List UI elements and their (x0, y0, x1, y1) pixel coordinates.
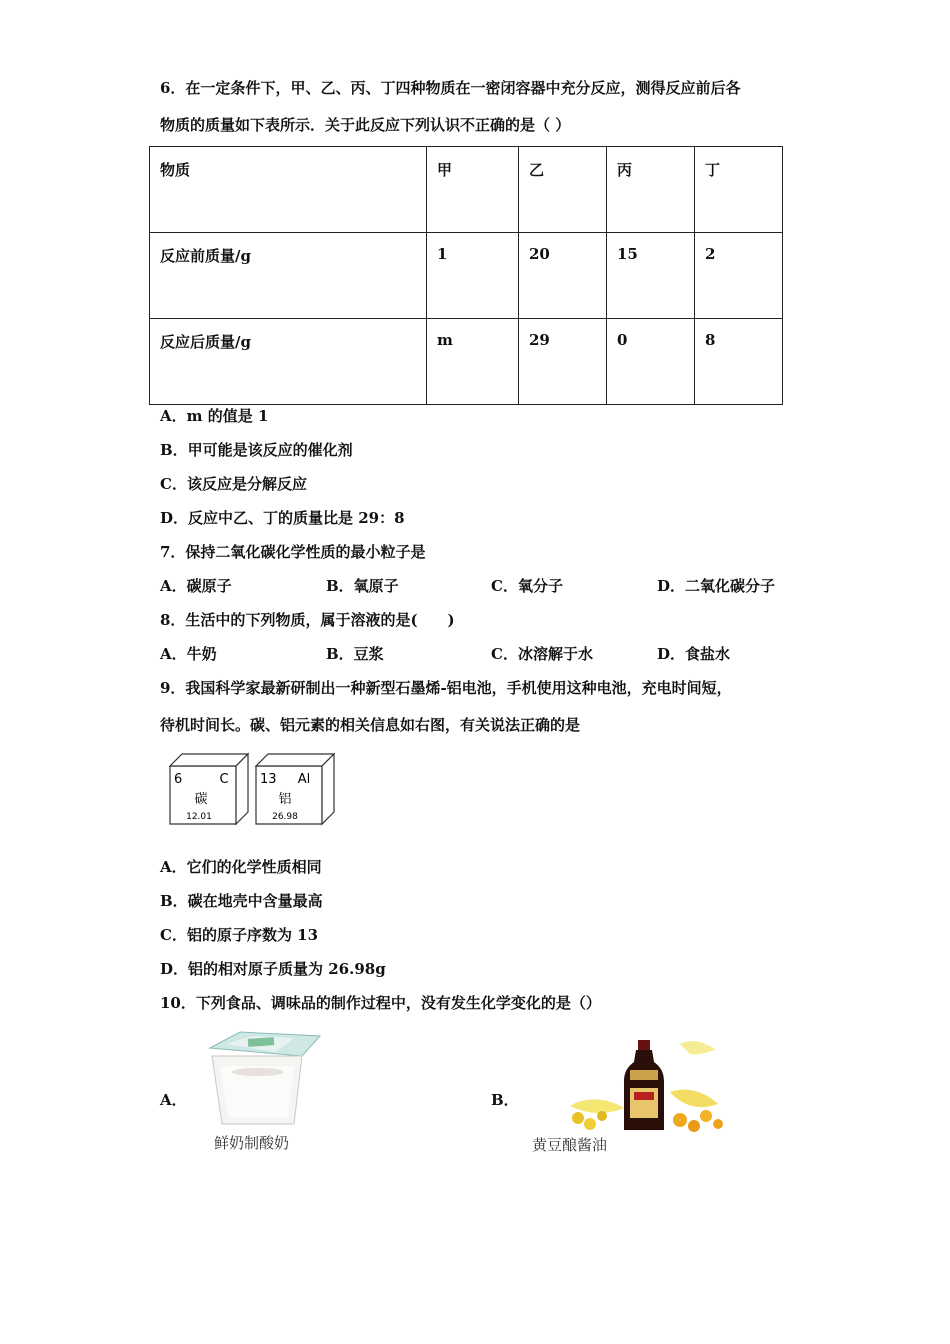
table-cell: 反应前质量/g (150, 233, 427, 319)
soy-sauce-picture (530, 1036, 725, 1160)
q7-option-c: C．氧分子 (491, 577, 563, 595)
element-symbol: Al (297, 772, 311, 787)
q8-option-c: C．冰溶解于水 (491, 645, 593, 663)
table-cell: 1 (427, 233, 519, 319)
q9-option-a: A．它们的化学性质相同 (160, 858, 322, 876)
table-cell: 29 (519, 319, 607, 405)
q6-option-c: C．该反应是分解反应 (160, 475, 307, 493)
element-card-aluminum (252, 752, 340, 828)
table-cell: 2 (695, 233, 783, 319)
element-mass: 12.01 (186, 812, 212, 822)
q6-stem-line1: 6．在一定条件下，甲、乙、丙、丁四种物质在一密闭容器中充分反应，测得反应前后各 (160, 79, 741, 97)
yogurt-picture (196, 1026, 326, 1156)
element-box-carbon-icon (166, 752, 254, 828)
soy-sauce-caption: 黄豆酿酱油 (532, 1136, 608, 1154)
table-cell: 乙 (519, 147, 607, 233)
table-row (150, 319, 783, 405)
q6-stem-line2: 物质的质量如下表所示．关于此反应下列认识不正确的是（ ） (160, 116, 571, 134)
table-cell: 15 (607, 233, 695, 319)
q6-option-d: D．反应中乙、丁的质量比是 29：8 (160, 509, 405, 527)
table-cell: 丙 (607, 147, 695, 233)
element-symbol: C (219, 772, 229, 787)
table-row (150, 233, 783, 319)
table-cell: 物质 (150, 147, 427, 233)
table-cell: m (427, 319, 519, 405)
table-cell: 反应后质量/g (150, 319, 427, 405)
yogurt-caption: 鲜奶制酸奶 (214, 1134, 290, 1152)
yogurt-cup-icon (196, 1026, 326, 1131)
q10-option-b-label: B． (491, 1091, 519, 1109)
element-mass: 26.98 (272, 812, 298, 822)
table-header-row (150, 147, 783, 233)
table-cell: 8 (695, 319, 783, 405)
q7-stem: 7．保持二氧化碳化学性质的最小粒子是 (160, 543, 426, 561)
element-name: 铝 (278, 792, 292, 807)
q9-option-b: B．碳在地壳中含量最高 (160, 892, 323, 910)
element-name: 碳 (194, 792, 208, 807)
q7-option-a: A．碳原子 (160, 577, 232, 595)
q6-mass-table (149, 146, 783, 405)
q8-stem: 8．生活中的下列物质，属于溶液的是( ) (160, 611, 455, 629)
q8-option-a: A．牛奶 (160, 645, 217, 663)
q8-option-b: B．豆浆 (326, 645, 384, 663)
element-box-aluminum-icon (252, 752, 340, 828)
q6-option-b: B．甲可能是该反应的催化剂 (160, 441, 353, 459)
q7-option-d: D．二氧化碳分子 (657, 577, 776, 595)
q9-stem-line2: 待机时间长。碳、铝元素的相关信息如右图，有关说法正确的是 (160, 716, 581, 734)
element-card-carbon (166, 752, 254, 828)
q8-option-d: D．食盐水 (657, 645, 731, 663)
element-number: 6 (174, 772, 183, 787)
q9-stem-line1: 9．我国科学家最新研制出一种新型石墨烯-铝电池，手机使用这种电池，充电时间短， (160, 679, 732, 697)
table-cell: 甲 (427, 147, 519, 233)
soy-sauce-bottle-icon (530, 1036, 725, 1136)
table-cell: 丁 (695, 147, 783, 233)
element-number: 13 (260, 772, 277, 787)
q7-option-b: B．氧原子 (326, 577, 399, 595)
q9-option-d: D．铝的相对原子质量为 26.98g (160, 960, 386, 978)
table-cell: 20 (519, 233, 607, 319)
q10-stem: 10．下列食品、调味品的制作过程中，没有发生化学变化的是（） (160, 994, 601, 1012)
table-cell: 0 (607, 319, 695, 405)
q9-option-c: C．铝的原子序数为 13 (160, 926, 319, 944)
q6-option-a: A．m 的值是 1 (160, 407, 269, 425)
q10-option-a-label: A． (160, 1091, 187, 1109)
